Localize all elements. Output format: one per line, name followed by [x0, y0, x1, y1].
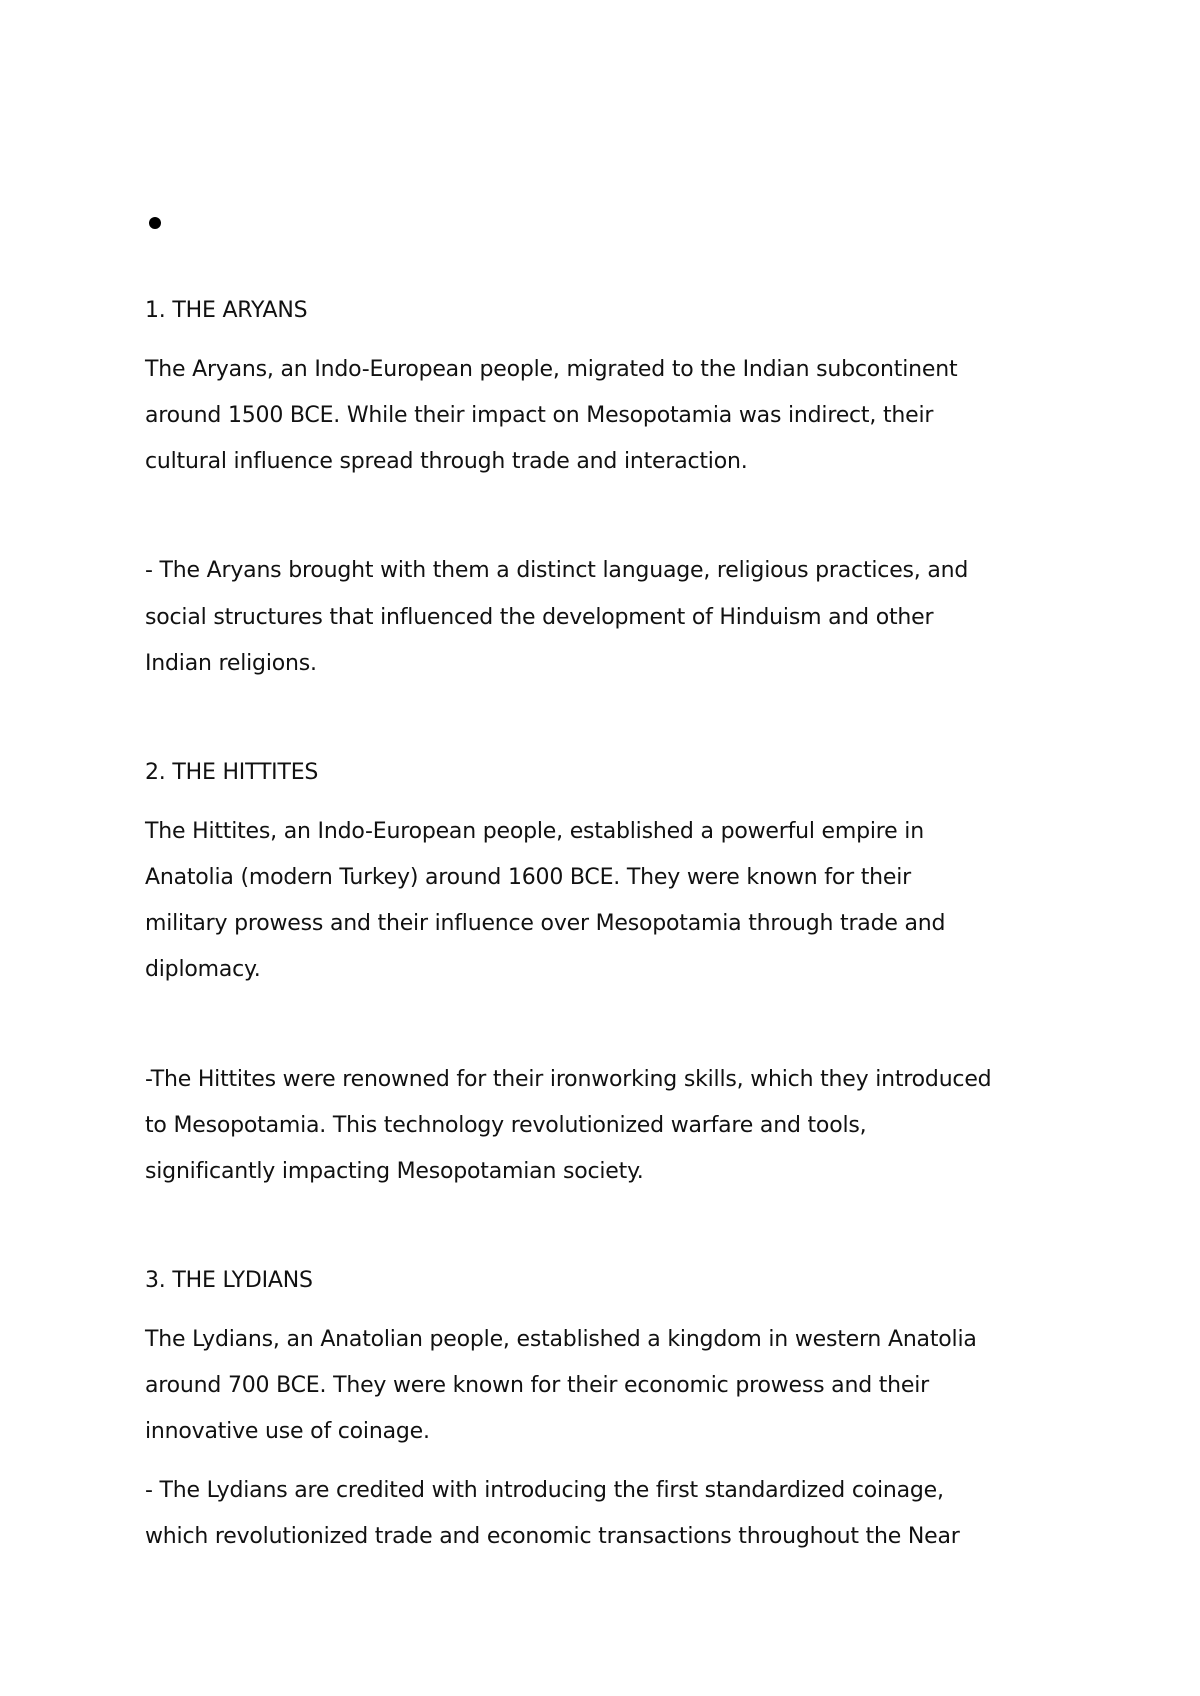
- paragraph-line: Anatolia (modern Turkey) around 1600 BCE. They were known for their: [145, 865, 912, 890]
- paragraph-line: around 1500 BCE. While their impact on Mesopotamia was indirect, their: [145, 403, 934, 428]
- paragraph-line: cultural influence spread through trade and interaction.: [145, 449, 748, 474]
- paragraph-line: to Mesopotamia. This technology revolutionized warfare and tools,: [145, 1113, 867, 1138]
- section-heading: 3. THE LYDIANS: [145, 1268, 313, 1293]
- paragraph-line: diplomacy.: [145, 957, 261, 982]
- paragraph-line: The Lydians, an Anatolian people, established a kingdom in western Anatolia: [145, 1327, 977, 1352]
- section-heading: 2. THE HITTITES: [145, 760, 319, 785]
- paragraph-line: - The Lydians are credited with introducing the first standardized coinage,: [145, 1478, 944, 1503]
- paragraph-line: -The Hittites were renowned for their ironworking skills, which they introduced: [145, 1067, 992, 1092]
- paragraph-line: Indian religions.: [145, 651, 317, 676]
- paragraph-line: The Aryans, an Indo-European people, migrated to the Indian subcontinent: [145, 357, 958, 382]
- paragraph-line: military prowess and their influence over Mesopotamia through trade and: [145, 911, 946, 936]
- bullet-icon: [149, 217, 161, 229]
- paragraph-line: which revolutionized trade and economic transactions throughout the Near: [145, 1524, 960, 1549]
- section-heading: 1. THE ARYANS: [145, 298, 308, 323]
- paragraph-line: innovative use of coinage.: [145, 1419, 430, 1444]
- paragraph-line: - The Aryans brought with them a distinct language, religious practices, and: [145, 558, 969, 583]
- paragraph-line: significantly impacting Mesopotamian society.: [145, 1159, 644, 1184]
- paragraph-line: The Hittites, an Indo-European people, established a powerful empire in: [145, 819, 924, 844]
- paragraph-line: around 700 BCE. They were known for their economic prowess and their: [145, 1373, 930, 1398]
- paragraph-line: social structures that influenced the development of Hinduism and other: [145, 605, 934, 630]
